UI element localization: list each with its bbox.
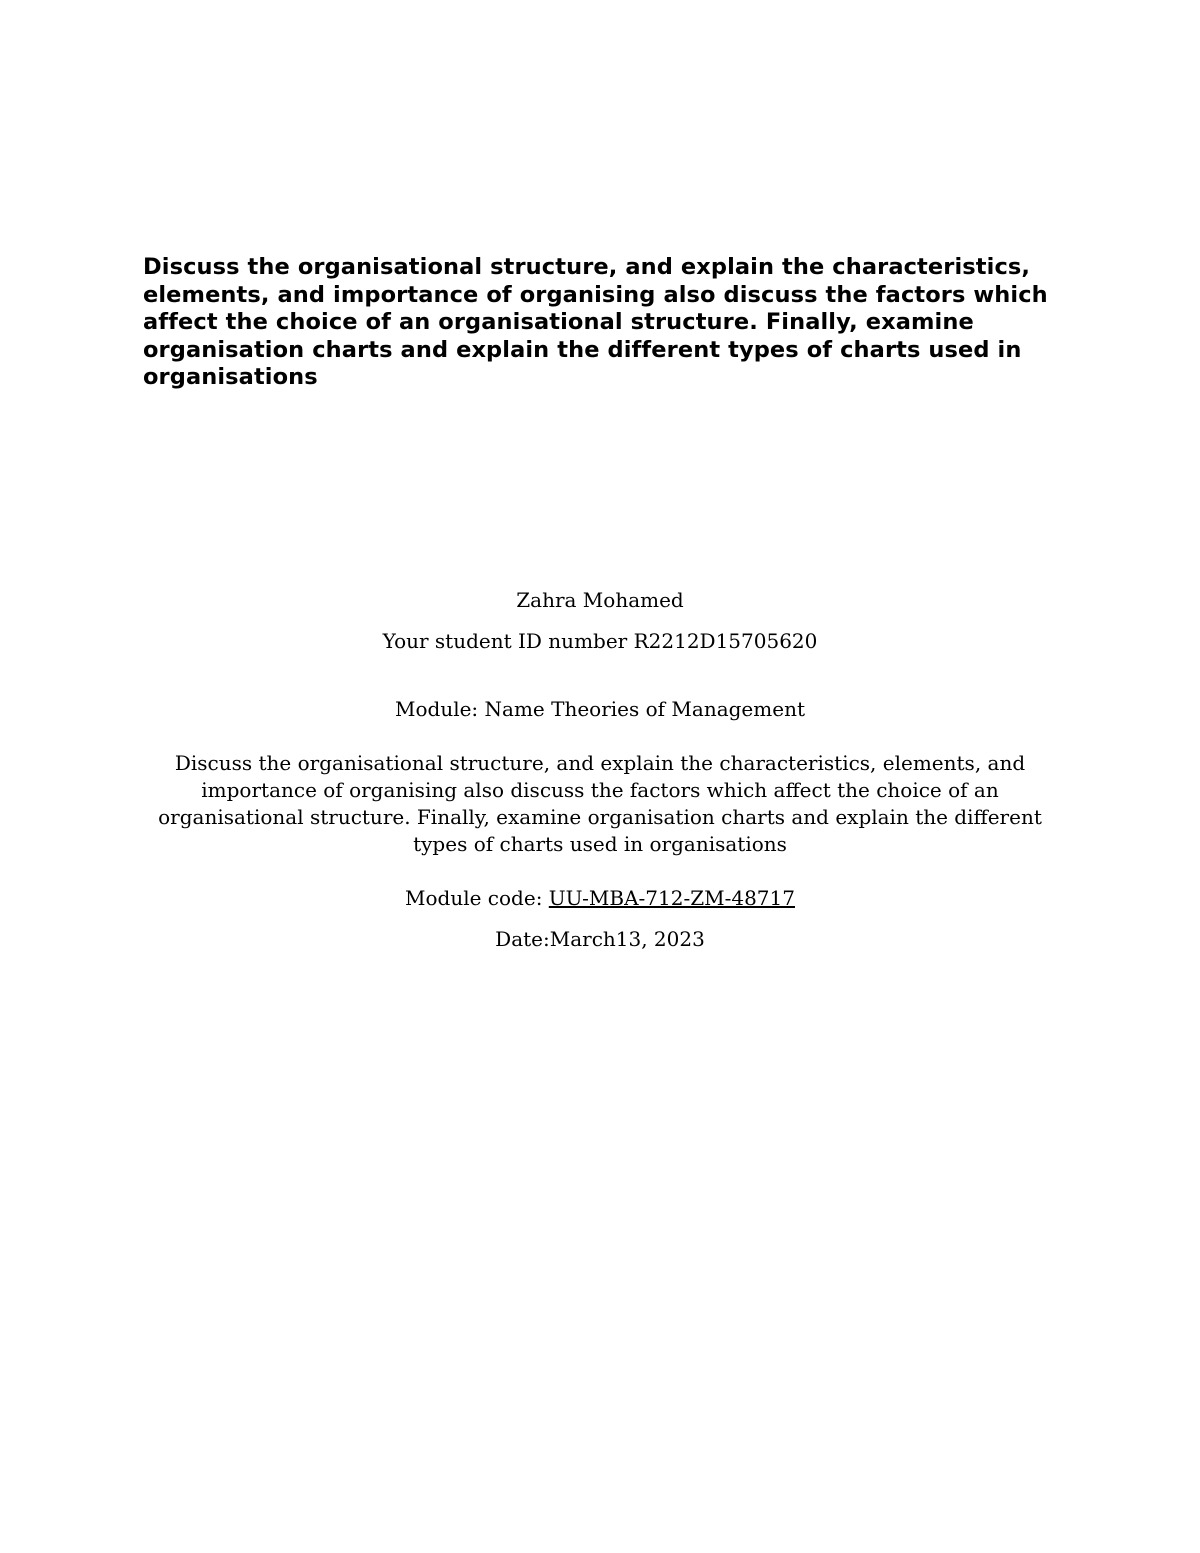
module-code-label: Module code: (405, 886, 549, 910)
module-code (140, 885, 1060, 912)
author-name: Zahra Mohamed (516, 588, 684, 612)
module-code-value: UU-MBA-712-ZM-48717 (548, 886, 795, 910)
submission-date: Date:March13, 2023 (495, 927, 705, 951)
assignment-question: Discuss the organisational structure, and explain the characteristics, elements, and importance of organising also discuss the factors which affect the choice of an organisational structure. Finally, examine organisation charts and explain the different types of charts used in organisations (158, 751, 1042, 856)
document-title: Discuss the organisational structure, and explain the characteristics, elements, and importance of organising also discuss the factors which affect the choice of an organisational structure. Finally, examine organisation charts and explain the different types of charts used in organisations (143, 254, 1048, 390)
student-id: Your student ID number R2212D15705620 (382, 629, 818, 653)
module-name: Module: Name Theories of Management (395, 697, 805, 721)
